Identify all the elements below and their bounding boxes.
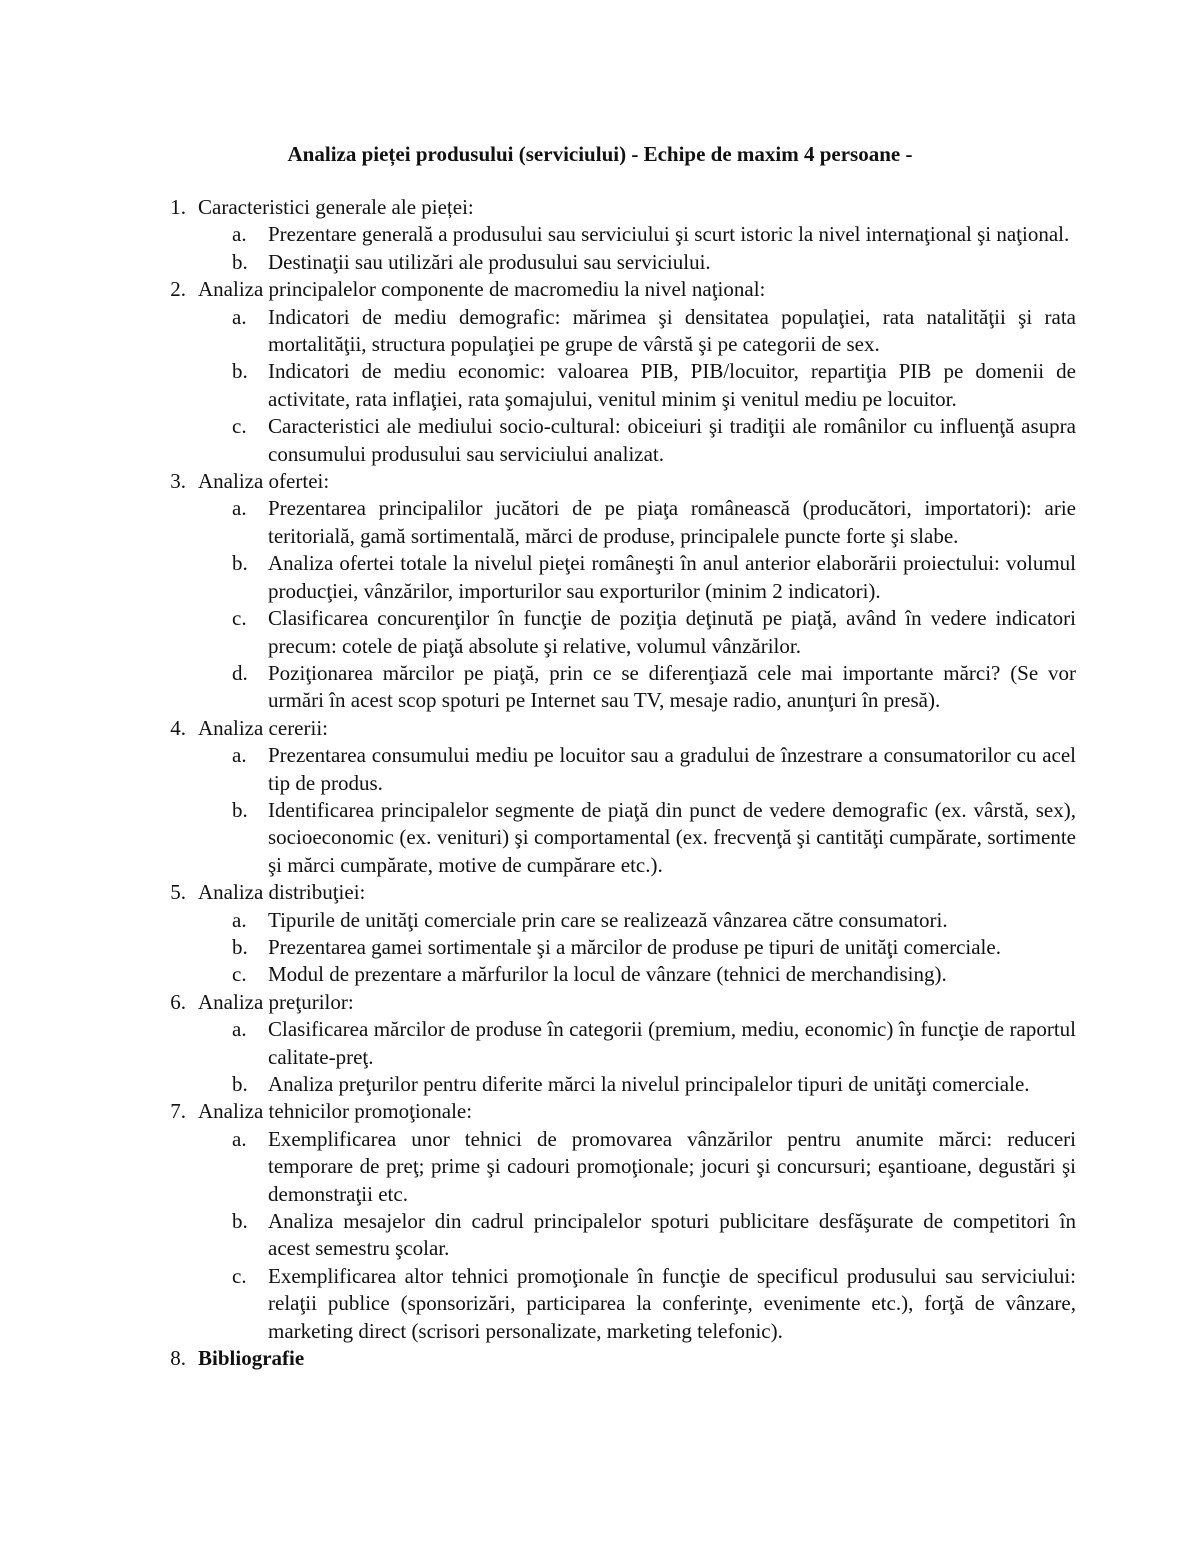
subsection-letter: b. <box>232 934 248 959</box>
subsection-text: Exemplificarea altor tehnici promoţionale în funcţie de specificul produsului sau serviciului: relaţii publice (sponsorizări, participarea la conferinţe, evenimente etc.), forţă de vânzare, marketing direct (scrisori personalizate, marketing telefonic). <box>268 1263 1076 1343</box>
section-number: 3. <box>170 469 186 494</box>
section-number: 6. <box>170 989 186 1014</box>
subsection-letter: c. <box>232 1263 247 1288</box>
subsection-item <box>198 221 1076 248</box>
subsection-item <box>198 1016 1076 1071</box>
section-number: 4. <box>170 715 186 740</box>
subsection-letter: b. <box>232 359 248 384</box>
subsection-text: Indicatori de mediu demografic: mărimea şi densitatea populaţiei, rata natalităţii şi rata mortalităţii, structura populaţiei pe grupe de vârstă şi pe categorii de sex. <box>268 304 1076 357</box>
section-8 <box>160 1345 1076 1372</box>
subsection-item <box>198 249 1076 276</box>
subsection-item <box>198 413 1076 468</box>
subsection-text: Poziţionarea mărcilor pe piaţă, prin ce se diferenţiază cele mai importante mărci? (Se vor urmări în acest scop spoturi pe Internet sau TV, mesaje radio, anunţuri în presă). <box>268 660 1076 713</box>
subsection-letter: b. <box>232 1209 248 1234</box>
subsection-item <box>198 605 1076 660</box>
subsection-list <box>198 221 1076 276</box>
section-6 <box>160 989 1076 1099</box>
subsection-text: Analiza ofertei totale la nivelul pieţei româneşti în anul anterior elaborării proiectului: volumul producţiei, vânzărilor, importurilor sau exporturilor (minim 2 indicatori). <box>268 551 1076 603</box>
subsection-letter: d. <box>232 660 248 685</box>
subsection-item <box>198 550 1076 605</box>
section-number: 2. <box>170 277 186 302</box>
subsection-text: Tipurile de unităţi comerciale prin care se realizează vânzarea către consumatori. <box>268 907 948 932</box>
subsection-item <box>198 1208 1076 1263</box>
subsection-letter: b. <box>232 797 248 822</box>
section-title: Bibliografie <box>198 1346 305 1371</box>
subsection-item <box>198 742 1076 797</box>
section-1 <box>160 194 1076 276</box>
subsection-text: Caracteristici ale mediului socio-cultural: obiceiuri şi tradiţii ale românilor cu influenţă asupra consumului produsului sau serviciului analizat. <box>268 414 1076 466</box>
subsection-list <box>198 495 1076 714</box>
section-number: 7. <box>170 1099 186 1124</box>
subsection-text: Prezentarea principalilor jucători de pe piaţa românească (producători, importatori): arie teritorială, gamă sortimentală, mărci de produse, principalele puncte forte şi slabe. <box>268 496 1076 548</box>
subsection-item <box>198 304 1076 359</box>
subsection-list <box>198 907 1076 989</box>
section-list <box>160 194 1076 1372</box>
section-2 <box>160 276 1076 468</box>
section-number: 1. <box>170 195 186 219</box>
subsection-text: Clasificarea concurenţilor în funcţie de poziţia deţinută pe piaţă, având în vedere indicatori precum: cotele de piaţă absolute şi relative, volumul vânzărilor. <box>268 606 1076 658</box>
subsection-item <box>198 797 1076 879</box>
section-title: Analiza preţurilor: <box>198 989 354 1014</box>
section-number: 5. <box>170 880 186 905</box>
subsection-letter: b. <box>232 1072 248 1096</box>
section-7 <box>160 1098 1076 1345</box>
subsection-text: Clasificarea mărcilor de produse în categorii (premium, mediu, economic) în funcţie de raportul calitate-preţ. <box>268 1017 1076 1069</box>
section-title: Analiza tehnicilor promoţionale: <box>198 1099 473 1124</box>
section-3 <box>160 468 1076 715</box>
subsection-letter: a. <box>232 907 247 932</box>
subsection-letter: a. <box>232 304 247 329</box>
subsection-item <box>198 934 1076 961</box>
subsection-letter: b. <box>232 249 248 274</box>
subsection-text: Modul de prezentare a mărfurilor la locul de vânzare (tehnici de merchandising). <box>268 962 947 987</box>
subsection-letter: c. <box>232 962 247 987</box>
subsection-text: Destinaţii sau utilizări ale produsului sau serviciului. <box>268 249 711 274</box>
section-title: Analiza ofertei: <box>198 469 330 494</box>
subsection-item <box>198 358 1076 413</box>
subsection-letter: a. <box>232 222 247 247</box>
section-4 <box>160 715 1076 879</box>
subsection-list <box>198 304 1076 468</box>
subsection-text: Analiza mesajelor din cadrul principalelor spoturi publicitare desfăşurate de competitori în acest semestru şcolar. <box>268 1209 1076 1261</box>
subsection-item <box>198 1071 1076 1098</box>
subsection-text: Prezentarea consumului mediu pe locuitor sau a gradului de înzestrare a consumatorilor cu acel tip de produs. <box>268 743 1076 795</box>
subsection-item <box>198 907 1076 934</box>
subsection-text: Indicatori de mediu economic: valoarea PIB, PIB/locuitor, repartiţia PIB pe domenii de activitate, rata inflaţiei, rata şomajului, venitul minim şi venitul mediu pe locuitor. <box>268 359 1076 411</box>
section-title: Analiza principalelor componente de macromediu la nivel naţional: <box>198 277 766 302</box>
subsection-text: Prezentarea gamei sortimentale şi a mărcilor de produse pe tipuri de unităţi comerciale. <box>268 934 1001 959</box>
subsection-item <box>198 1263 1076 1345</box>
subsection-text: Prezentare generală a produsului sau serviciului şi scurt istoric la nivel internaţional şi naţional. <box>268 222 1070 247</box>
subsection-list <box>198 1016 1076 1098</box>
subsection-item <box>198 961 1076 988</box>
subsection-list <box>198 742 1076 879</box>
subsection-item <box>198 660 1076 715</box>
subsection-text: Exemplificarea unor tehnici de promovarea vânzărilor pentru anumite mărci: reduceri temporare de preţ; prime şi cadouri promoţionale; jocuri şi concursuri; eşantioane, degustări şi demonstraţii etc. <box>268 1126 1076 1206</box>
section-title: Analiza cererii: <box>198 715 328 740</box>
subsection-letter: a. <box>232 1126 247 1151</box>
subsection-letter: a. <box>232 1017 247 1042</box>
subsection-list <box>198 1126 1076 1345</box>
section-title: Analiza distribuţiei: <box>198 880 366 905</box>
section-title: Caracteristici generale ale pieței: <box>198 195 474 219</box>
subsection-letter: a. <box>232 743 247 768</box>
subsection-letter: b. <box>232 551 248 576</box>
subsection-letter: c. <box>232 606 247 631</box>
document-title: Analiza pieței produsului (serviciului) - Echipe de maxim 4 persoane - <box>287 142 913 166</box>
subsection-item <box>198 495 1076 550</box>
subsection-letter: a. <box>232 496 247 521</box>
subsection-letter: c. <box>232 414 247 439</box>
section-5 <box>160 879 1076 989</box>
subsection-item <box>198 1126 1076 1208</box>
subsection-text: Identificarea principalelor segmente de piaţă din punct de vedere demografic (ex. vârstă, sex), socioeconomic (ex. venituri) şi comportamental (ex. frecvenţă şi cantităţi cumpărate, sortimente şi mărci cumpărate, motive de cumpărare etc.). <box>268 797 1076 877</box>
subsection-text: Analiza preţurilor pentru diferite mărci la nivelul principalelor tipuri de unităţi comerciale. <box>268 1072 1030 1096</box>
section-number: 8. <box>170 1346 186 1371</box>
